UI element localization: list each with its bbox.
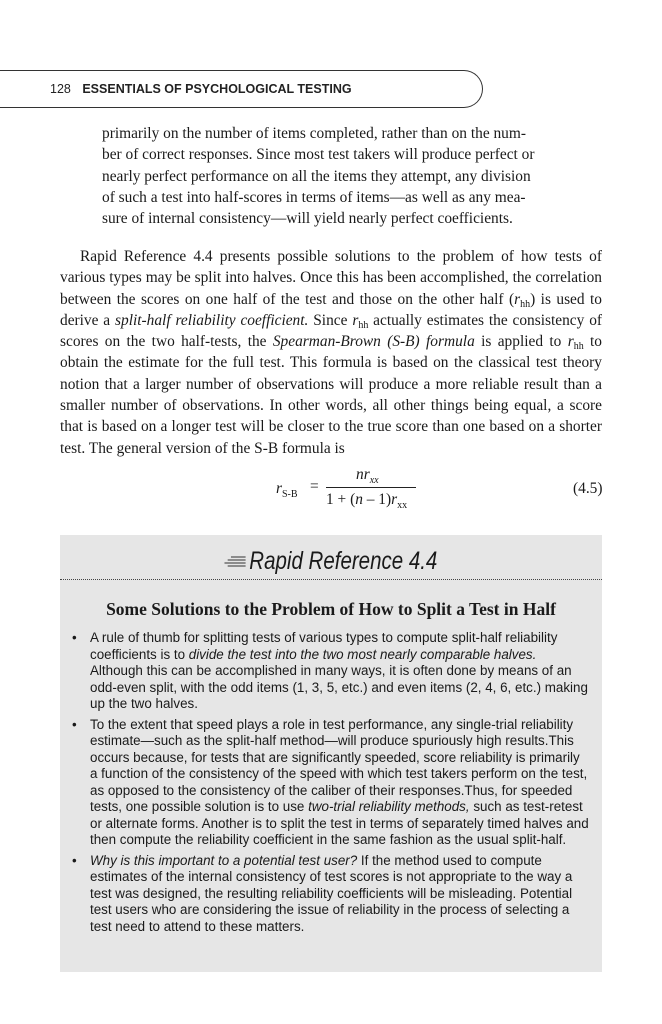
text-run: Since — [308, 311, 353, 329]
formula-denominator — [326, 491, 407, 511]
rapid-reference-title — [109, 547, 553, 576]
box-heading: Some Solutions to the Problem of How to Split a Test in Half — [106, 599, 556, 619]
text-run: ) is used to derive a — [60, 290, 602, 329]
continued-paragraph — [102, 123, 602, 229]
formula-sub-sb: S-B — [282, 489, 298, 501]
term-spearman-brown: Spearman-Brown (S-B) formula — [272, 333, 475, 351]
text-line: primarily on the number of items completed, rather than on the num- — [102, 125, 526, 142]
fraction-bar — [326, 487, 416, 488]
text-run: To the extent that speed plays a role in test performance, any single-trial reliability estimate—such as the split-half method—will produce spuriously high results.This occurs because, for tests that are significantly speeded, score reliability is primarily a function of the consistency of the speed with which test takers perform on the test, as opposed to the consistency of the caliber of their responses.Thus, for speeded tests, one possible solution is to use — [90, 716, 588, 814]
list-item — [72, 630, 590, 713]
text-run: is applied to — [474, 333, 568, 351]
rapid-reference-title-text: Rapid Reference 4.4 — [249, 547, 438, 575]
text-run: such as test-retest or alternate forms. Another is to split the test in terms of separately timed halves and then compute the reliability coefficient in the same fashion as the usual split-half. — [90, 799, 589, 847]
formula-one-plus: 1 + ( — [326, 491, 356, 508]
dotted-divider — [60, 579, 602, 580]
text-emphasis: two-trial reliability methods, — [308, 799, 470, 814]
formula-n: n — [355, 491, 363, 508]
running-header — [50, 82, 352, 96]
term-split-half: split-half reliability coefficient. — [115, 311, 309, 329]
text-line: sure of internal consistency—will yield nearly perfect coefficients. — [102, 210, 513, 228]
formula-r: r — [276, 480, 282, 497]
symbol-r: r — [567, 333, 574, 351]
rapid-reference-box — [60, 535, 602, 972]
body-paragraph — [60, 246, 602, 459]
subscript-hh: hh — [520, 298, 531, 310]
subscript-hh: hh — [573, 341, 584, 353]
page-number: 128 — [50, 82, 71, 96]
text-run: actually estimates the consistency of scores on the two half-tests, the — [60, 311, 603, 351]
formula-sub-xx: xx — [369, 475, 379, 487]
formula-sub-xx: xx — [397, 500, 408, 512]
formula-r: r — [391, 491, 398, 508]
text-emphasis: Why is this important to a potential test user? — [90, 852, 358, 868]
spearman-brown-formula — [270, 466, 610, 516]
text-emphasis: divide the test into the two most nearly comparable halves. — [188, 646, 537, 662]
formula-lhs — [276, 480, 298, 500]
text-line: nearly perfect performance on all the items they attempt, any division — [102, 167, 531, 185]
formula-minus-one: – 1) — [362, 491, 392, 508]
bullet-icon: • — [72, 716, 77, 732]
bullet-list — [72, 630, 590, 939]
subscript-hh: hh — [358, 319, 369, 331]
running-header-title: ESSENTIALS OF PSYCHOLOGICAL TESTING — [82, 82, 352, 96]
text-run: A rule of thumb for splitting tests of various types to compute split-half reliability coefficients is to — [90, 630, 558, 662]
text-run: Although this can be accomplished in many ways, it is often done by means of an odd-even split, with the odd items (1, 3, 5, etc.) and even items (2, 4, 6, etc.) making up the two halves. — [90, 663, 588, 711]
equation-number: (4.5) — [573, 480, 603, 497]
bullet-icon: • — [72, 630, 77, 645]
list-item — [72, 853, 590, 936]
symbol-r: r — [352, 311, 359, 329]
list-item — [72, 717, 590, 849]
bullet-icon: • — [72, 852, 77, 868]
formula-equals: = — [310, 478, 319, 495]
text-line: of such a test into half-scores in terms of items—as well as any mea- — [102, 188, 526, 206]
text-run: Rapid Reference 4.4 presents possible solutions to the problem of how tests of various types may be split into halves. Once this has been accomplished, the correlation between the scores on one half of the test and those on the other half ( — [60, 248, 602, 308]
text-run: to obtain the estimate for the full test. This formula is based on the classical test theory notion that a larger number of observations will produce a more reliable result than a smaller number of observations. In other words, all other things being equal, a score that is based on a longer test will be closer to the true score than one based on a shorter test. The general version of the S-B formula is — [60, 333, 602, 457]
text-line: ber of correct responses. Since most test takers will produce perfect or — [102, 146, 535, 164]
speed-lines-icon — [225, 555, 246, 569]
text-run: If the method used to compute estimates of the internal consistency of test scores is not appropriate to the way a test was designed, the resulting reliability coefficients will be misleading. Potential test users who are considering the issue of reliability in the process of selecting a test need to attend to these matters. — [90, 852, 573, 934]
formula-numerator — [356, 466, 379, 486]
formula-nr: nr — [356, 466, 370, 483]
symbol-r: r — [514, 290, 521, 308]
